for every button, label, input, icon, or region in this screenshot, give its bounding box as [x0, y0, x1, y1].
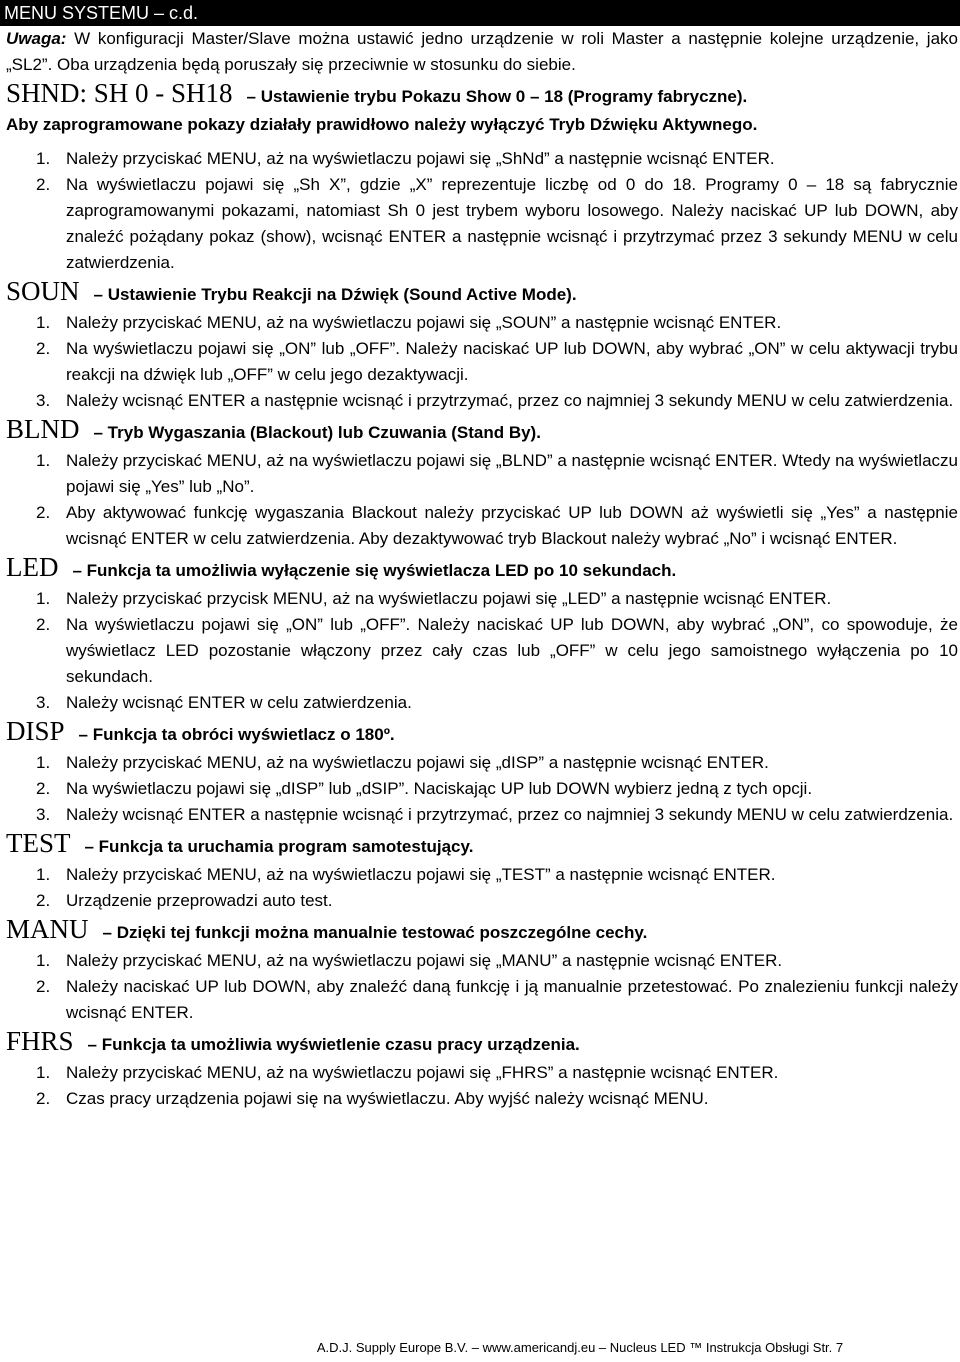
section-description: – Funkcja ta uruchamia program samotestujący.	[84, 837, 474, 856]
step-number: 2.	[36, 615, 51, 634]
step-text: Czas pracy urządzenia pojawi się na wyświetlaczu. Aby wyjść należy wcisnąć MENU.	[66, 1089, 709, 1108]
step-item	[6, 336, 958, 388]
section-description: – Ustawienie Trybu Reakcji na Dźwięk (Sound Active Mode).	[93, 285, 577, 304]
note-label: Uwaga:	[6, 29, 67, 48]
footer-text: A.D.J. Supply Europe B.V. – www.americandj.eu – Nucleus LED ™ Instrukcja Obsługi Str. 7	[316, 1340, 844, 1355]
step-item	[6, 1060, 958, 1086]
step-item	[6, 974, 958, 1026]
menu-section	[6, 1026, 958, 1112]
section-title	[6, 716, 958, 750]
step-number: 1.	[36, 753, 51, 772]
menu-section	[6, 914, 958, 1026]
step-list	[6, 310, 958, 414]
step-number: 1.	[36, 313, 51, 332]
section-code: TEST	[6, 828, 71, 858]
section-title	[6, 828, 958, 862]
step-item	[6, 690, 958, 716]
step-item	[6, 1086, 958, 1112]
step-item	[6, 310, 958, 336]
step-number: 2.	[36, 779, 51, 798]
step-number: 1.	[36, 149, 51, 168]
step-list	[6, 750, 958, 828]
menu-section	[6, 78, 958, 276]
step-text: Aby aktywować funkcję wygaszania Blackout należy przyciskać UP lub DOWN aż wyświetli się „Yes” a następnie wcisnąć ENTER w celu zatwierdzenia. Aby dezaktywować tryb Blackout należy wybrać „No” i wcisnąć ENTER.	[66, 503, 958, 548]
step-number: 1.	[36, 951, 51, 970]
step-number: 2.	[36, 503, 51, 522]
step-item	[6, 146, 958, 172]
section-description: – Funkcja ta umożliwia wyświetlenie czasu pracy urządzenia.	[87, 1035, 580, 1054]
step-list	[6, 146, 958, 276]
menu-section	[6, 828, 958, 914]
step-list	[6, 1060, 958, 1112]
step-number: 1.	[36, 865, 51, 884]
note-paragraph	[6, 26, 958, 78]
step-item	[6, 948, 958, 974]
section-title	[6, 414, 958, 448]
section-code: BLND	[6, 414, 80, 444]
step-text: Należy przyciskać przycisk MENU, aż na wyświetlaczu pojawi się „LED” a następnie wcisnąć ENTER.	[66, 589, 832, 608]
step-item	[6, 586, 958, 612]
step-item	[6, 862, 958, 888]
step-item	[6, 388, 958, 414]
step-number: 3.	[36, 391, 51, 410]
menu-section	[6, 414, 958, 552]
section-title	[6, 276, 958, 310]
step-text: Na wyświetlaczu pojawi się „Sh X”, gdzie „X” reprezentuje liczbę od 0 do 18. Programy 0 – 18 są fabrycznie zaprogramowanymi pokazami, natomiast Sh 0 jest trybem wyboru losowego. Należy naciskać UP lub DOWN, aby znaleźć pożądany pokaz (show), wcisnąć ENTER a następnie wcisnąć i przytrzymać przez 3 sekundy MENU w celu zatwierdzenia.	[66, 175, 958, 272]
section-title	[6, 1026, 958, 1060]
step-text: Na wyświetlaczu pojawi się „dISP” lub „dSIP”. Naciskając UP lub DOWN wybierz jedną z tych opcji.	[66, 779, 813, 798]
step-text: Należy naciskać UP lub DOWN, aby znaleźć daną funkcję i ją manualnie przetestować. Po znalezieniu funkcji należy wcisnąć ENTER.	[66, 977, 958, 1022]
step-item	[6, 500, 958, 552]
section-code: SOUN	[6, 276, 80, 306]
step-number: 1.	[36, 589, 51, 608]
step-text: Należy przyciskać MENU, aż na wyświetlaczu pojawi się „BLND” a następnie wcisnąć ENTER. Wtedy na wyświetlaczu pojawi się „Yes” lub „No”.	[66, 451, 958, 496]
step-text: Należy przyciskać MENU, aż na wyświetlaczu pojawi się „SOUN” a następnie wcisnąć ENTER.	[66, 313, 782, 332]
menu-section	[6, 716, 958, 828]
step-item	[6, 776, 958, 802]
section-title	[6, 914, 958, 948]
section-code: SHND: SH 0 - SH18	[6, 78, 233, 108]
page-header-title: MENU SYSTEMU – c.d.	[4, 3, 199, 23]
step-text: Należy przyciskać MENU, aż na wyświetlaczu pojawi się „dISP” a następnie wcisnąć ENTER.	[66, 753, 769, 772]
step-text: Na wyświetlaczu pojawi się „ON” lub „OFF”. Należy naciskać UP lub DOWN, aby wybrać „ON”, co spowoduje, że wyświetlacz LED pozostanie włączony przez cały czas lub „OFF” w celu jego samoistnego wyłączenia po 10 sekundach.	[66, 615, 958, 686]
step-item	[6, 888, 958, 914]
step-number: 2.	[36, 339, 51, 358]
step-item	[6, 448, 958, 500]
section-code: MANU	[6, 914, 89, 944]
step-list	[6, 586, 958, 716]
section-description: – Tryb Wygaszania (Blackout) lub Czuwania (Stand By).	[93, 423, 541, 442]
section-description: – Funkcja ta umożliwia wyłączenie się wyświetlacza LED po 10 sekundach.	[72, 561, 677, 580]
step-item	[6, 172, 958, 276]
step-number: 1.	[36, 1063, 51, 1082]
section-description: – Dzięki tej funkcji można manualnie testować poszczególne cechy.	[102, 923, 648, 942]
step-text: Należy przyciskać MENU, aż na wyświetlaczu pojawi się „TEST” a następnie wcisnąć ENTER.	[66, 865, 776, 884]
step-number: 2.	[36, 1089, 51, 1108]
step-item	[6, 802, 958, 828]
step-number: 2.	[36, 891, 51, 910]
step-number: 3.	[36, 693, 51, 712]
step-text: Należy przyciskać MENU, aż na wyświetlaczu pojawi się „ShNd” a następnie wcisnąć ENTER.	[66, 149, 775, 168]
step-text: Urządzenie przeprowadzi auto test.	[66, 891, 333, 910]
section-description: – Funkcja ta obróci wyświetlacz o 180º.	[78, 725, 395, 744]
step-text: Na wyświetlaczu pojawi się „ON” lub „OFF”. Należy naciskać UP lub DOWN, aby wybrać „ON” w celu aktywacji trybu reakcji na dźwięk lub „OFF” w celu jego dezaktywacji.	[66, 339, 958, 384]
section-code: LED	[6, 552, 59, 582]
section-subline: Aby zaprogramowane pokazy działały prawidłowo należy wyłączyć Tryb Dźwięku Aktywnego.	[6, 115, 758, 134]
step-list	[6, 862, 958, 914]
step-number: 1.	[36, 451, 51, 470]
step-number: 3.	[36, 805, 51, 824]
step-list	[6, 448, 958, 552]
section-description: – Ustawienie trybu Pokazu Show 0 – 18 (Programy fabryczne).	[246, 87, 748, 106]
menu-section	[6, 276, 958, 414]
step-number: 2.	[36, 977, 51, 996]
section-code: FHRS	[6, 1026, 74, 1056]
note-text: W konfiguracji Master/Slave można ustawić jedno urządzenie w roli Master a następnie kolejne urządzenie, jako „SL2”. Oba urządzenia będą poruszały się przeciwnie w stosunku do siebie.	[6, 29, 958, 74]
page-footer	[0, 1340, 960, 1355]
step-list	[6, 948, 958, 1026]
section-title	[6, 78, 958, 112]
section-title	[6, 552, 958, 586]
section-code: DISP	[6, 716, 65, 746]
document-body	[6, 26, 958, 1112]
step-item	[6, 750, 958, 776]
menu-section	[6, 552, 958, 716]
step-number: 2.	[36, 175, 51, 194]
step-text: Należy wcisnąć ENTER a następnie wcisnąć i przytrzymać, przez co najmniej 3 sekundy MENU w celu zatwierdzenia.	[66, 805, 954, 824]
step-text: Należy przyciskać MENU, aż na wyświetlaczu pojawi się „FHRS” a następnie wcisnąć ENTER.	[66, 1063, 779, 1082]
sections-container	[6, 78, 958, 1112]
step-item	[6, 612, 958, 690]
step-text: Należy wcisnąć ENTER a następnie wcisnąć i przytrzymać, przez co najmniej 3 sekundy MENU w celu zatwierdzenia.	[66, 391, 954, 410]
step-text: Należy przyciskać MENU, aż na wyświetlaczu pojawi się „MANU” a następnie wcisnąć ENTER.	[66, 951, 783, 970]
step-text: Należy wcisnąć ENTER w celu zatwierdzenia.	[66, 693, 412, 712]
page-header	[0, 0, 960, 26]
